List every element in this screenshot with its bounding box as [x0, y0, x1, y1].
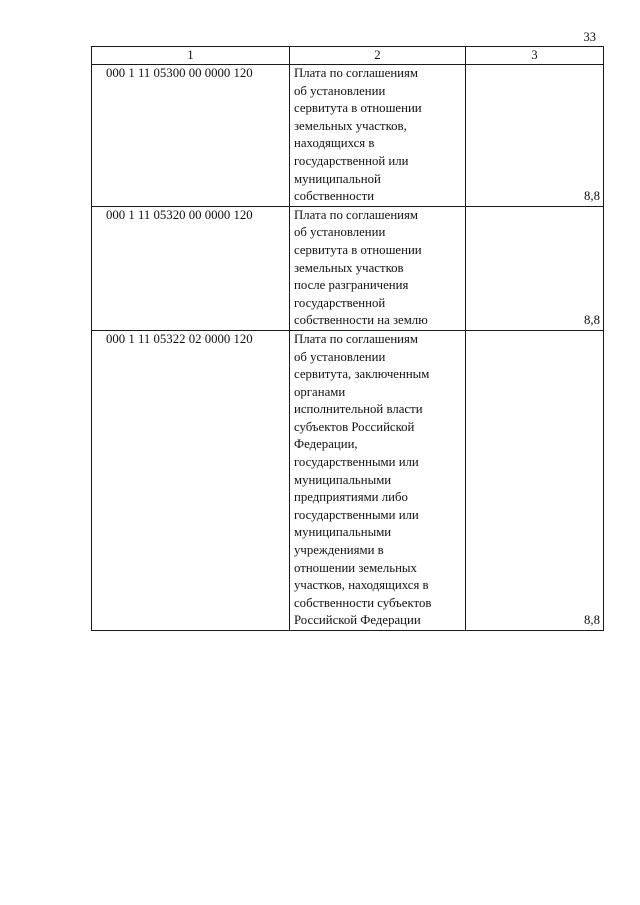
table-header-row [92, 47, 604, 65]
revenue-name-line: сервитута в отношении [294, 242, 422, 257]
revenue-name-line: после разграничения [294, 278, 409, 293]
revenue-sum-cell: 8,8 [466, 330, 604, 630]
revenue-name-line: органами [294, 384, 346, 399]
revenue-name-line: отношении земельных [294, 560, 417, 575]
revenue-name-line: государственными или [294, 507, 419, 522]
revenue-name-line: собственности на землю [294, 313, 428, 328]
revenue-name-line: находящихся в [294, 136, 375, 151]
revenue-name-line: об установлении [294, 225, 386, 240]
revenue-sum-cell: 8,8 [466, 206, 604, 330]
revenue-name-line: муниципальной [294, 171, 381, 186]
column-header-name: 2 [290, 47, 466, 65]
table-row [92, 65, 604, 207]
revenue-name-cell [290, 330, 466, 630]
revenue-name-line: собственности [294, 189, 375, 204]
revenue-name-line: собственности субъектов [294, 595, 432, 610]
revenue-name-line: Плата по соглашениям [294, 331, 419, 346]
revenue-name-line: участков, находящихся в [294, 578, 429, 593]
revenue-name-line: учреждениями в [294, 543, 384, 558]
revenue-name-line: муниципальными [294, 525, 392, 540]
revenue-name-line: субъектов Российской [294, 419, 415, 434]
revenue-name-line: Российской Федерации [294, 613, 421, 628]
revenue-name-line: государственной или [294, 153, 409, 168]
revenue-sum-cell: 8,8 [466, 65, 604, 207]
revenue-name-line: государственной [294, 295, 386, 310]
column-header-sum: 3 [466, 47, 604, 65]
revenue-name-line: земельных участков [294, 260, 404, 275]
revenue-name-line: сервитута в отношении [294, 101, 422, 116]
revenue-code-cell: 000 1 11 05320 00 0000 120 [92, 206, 290, 330]
revenue-code-cell: 000 1 11 05322 02 0000 120 [92, 330, 290, 630]
budget-revenue-table [91, 46, 604, 631]
revenue-name-line: земельных участков, [294, 118, 407, 133]
revenue-name-line: об установлении [294, 349, 386, 364]
revenue-name-line: об установлении [294, 83, 386, 98]
revenue-code-cell: 000 1 11 05300 00 0000 120 [92, 65, 290, 207]
revenue-name-line: Плата по соглашениям [294, 66, 419, 80]
revenue-name-line: государственными или [294, 455, 419, 470]
revenue-name-cell [290, 206, 466, 330]
revenue-name-line: сервитута, заключенным [294, 367, 430, 382]
revenue-name-line: Плата по соглашениям [294, 207, 419, 222]
table-row [92, 206, 604, 330]
page-number: 33 [583, 30, 596, 44]
revenue-name-line: предприятиями либо [294, 490, 408, 505]
column-header-code: 1 [92, 47, 290, 65]
revenue-name-cell [290, 65, 466, 207]
revenue-name-line: муниципальными [294, 472, 392, 487]
revenue-name-line: исполнительной власти [294, 402, 423, 417]
revenue-name-line: Федерации, [294, 437, 358, 452]
table-row [92, 330, 604, 630]
